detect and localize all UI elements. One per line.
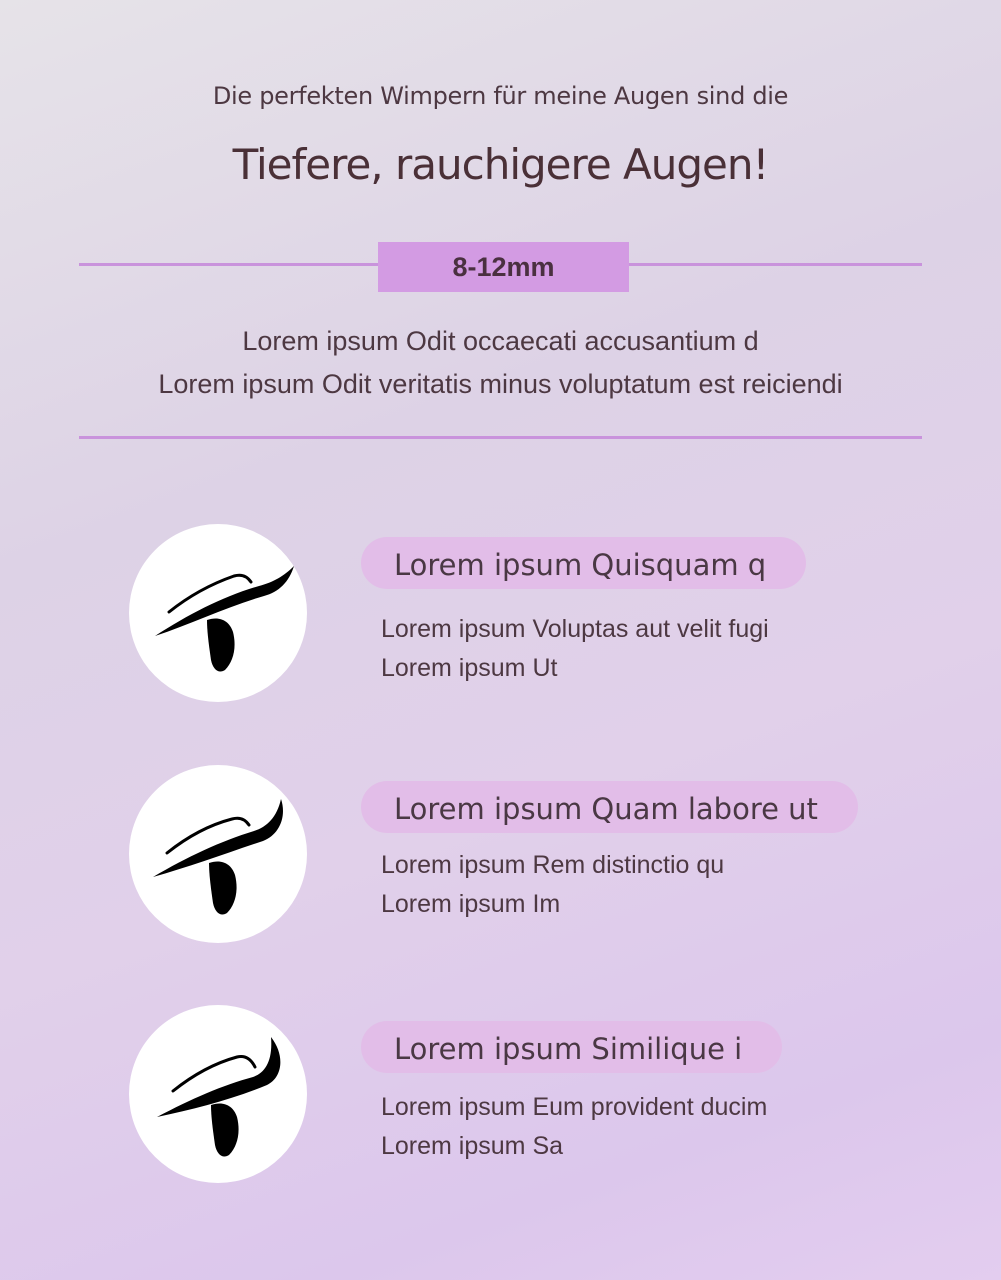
- feature-text: [381, 846, 724, 924]
- feature-line: Lorem ipsum Ut: [381, 654, 558, 682]
- feature-line: Lorem ipsum Rem distinctio qu: [381, 851, 725, 879]
- feature-line: Lorem ipsum Voluptas aut velit fugi: [381, 615, 769, 643]
- feature-line: Lorem ipsum Im: [381, 890, 561, 918]
- feature-title-pill: Lorem ipsum Quam labore ut: [361, 781, 858, 833]
- feature-line: Lorem ipsum Sa: [381, 1132, 564, 1160]
- feature-title-pill: Lorem ipsum Quisquam q: [361, 537, 806, 589]
- subtitle: Die perfekten Wimpern für meine Augen sind die: [212, 82, 789, 110]
- feature-line: Lorem ipsum Eum provident ducim: [381, 1093, 768, 1121]
- description: [0, 320, 1001, 406]
- size-badge: 8-12mm: [378, 242, 629, 292]
- feature-text: [381, 610, 769, 688]
- description-line: Lorem ipsum Odit occaecati accusantium d: [242, 326, 759, 356]
- feature-text: [381, 1088, 767, 1166]
- description-line: Lorem ipsum Odit veritatis minus voluptatum est reiciendi: [158, 369, 843, 399]
- lash-icon-circle: [129, 1005, 307, 1183]
- page-title: Tiefere, rauchigere Augen!: [232, 140, 769, 189]
- divider-bottom: [79, 436, 922, 439]
- lash-curl-icon: [129, 524, 307, 702]
- lash-curl-icon: [129, 1005, 307, 1183]
- lash-icon-circle: [129, 524, 307, 702]
- lash-icon-circle: [129, 765, 307, 943]
- feature-title-pill: Lorem ipsum Similique i: [361, 1021, 782, 1073]
- lash-curl-icon: [129, 765, 307, 943]
